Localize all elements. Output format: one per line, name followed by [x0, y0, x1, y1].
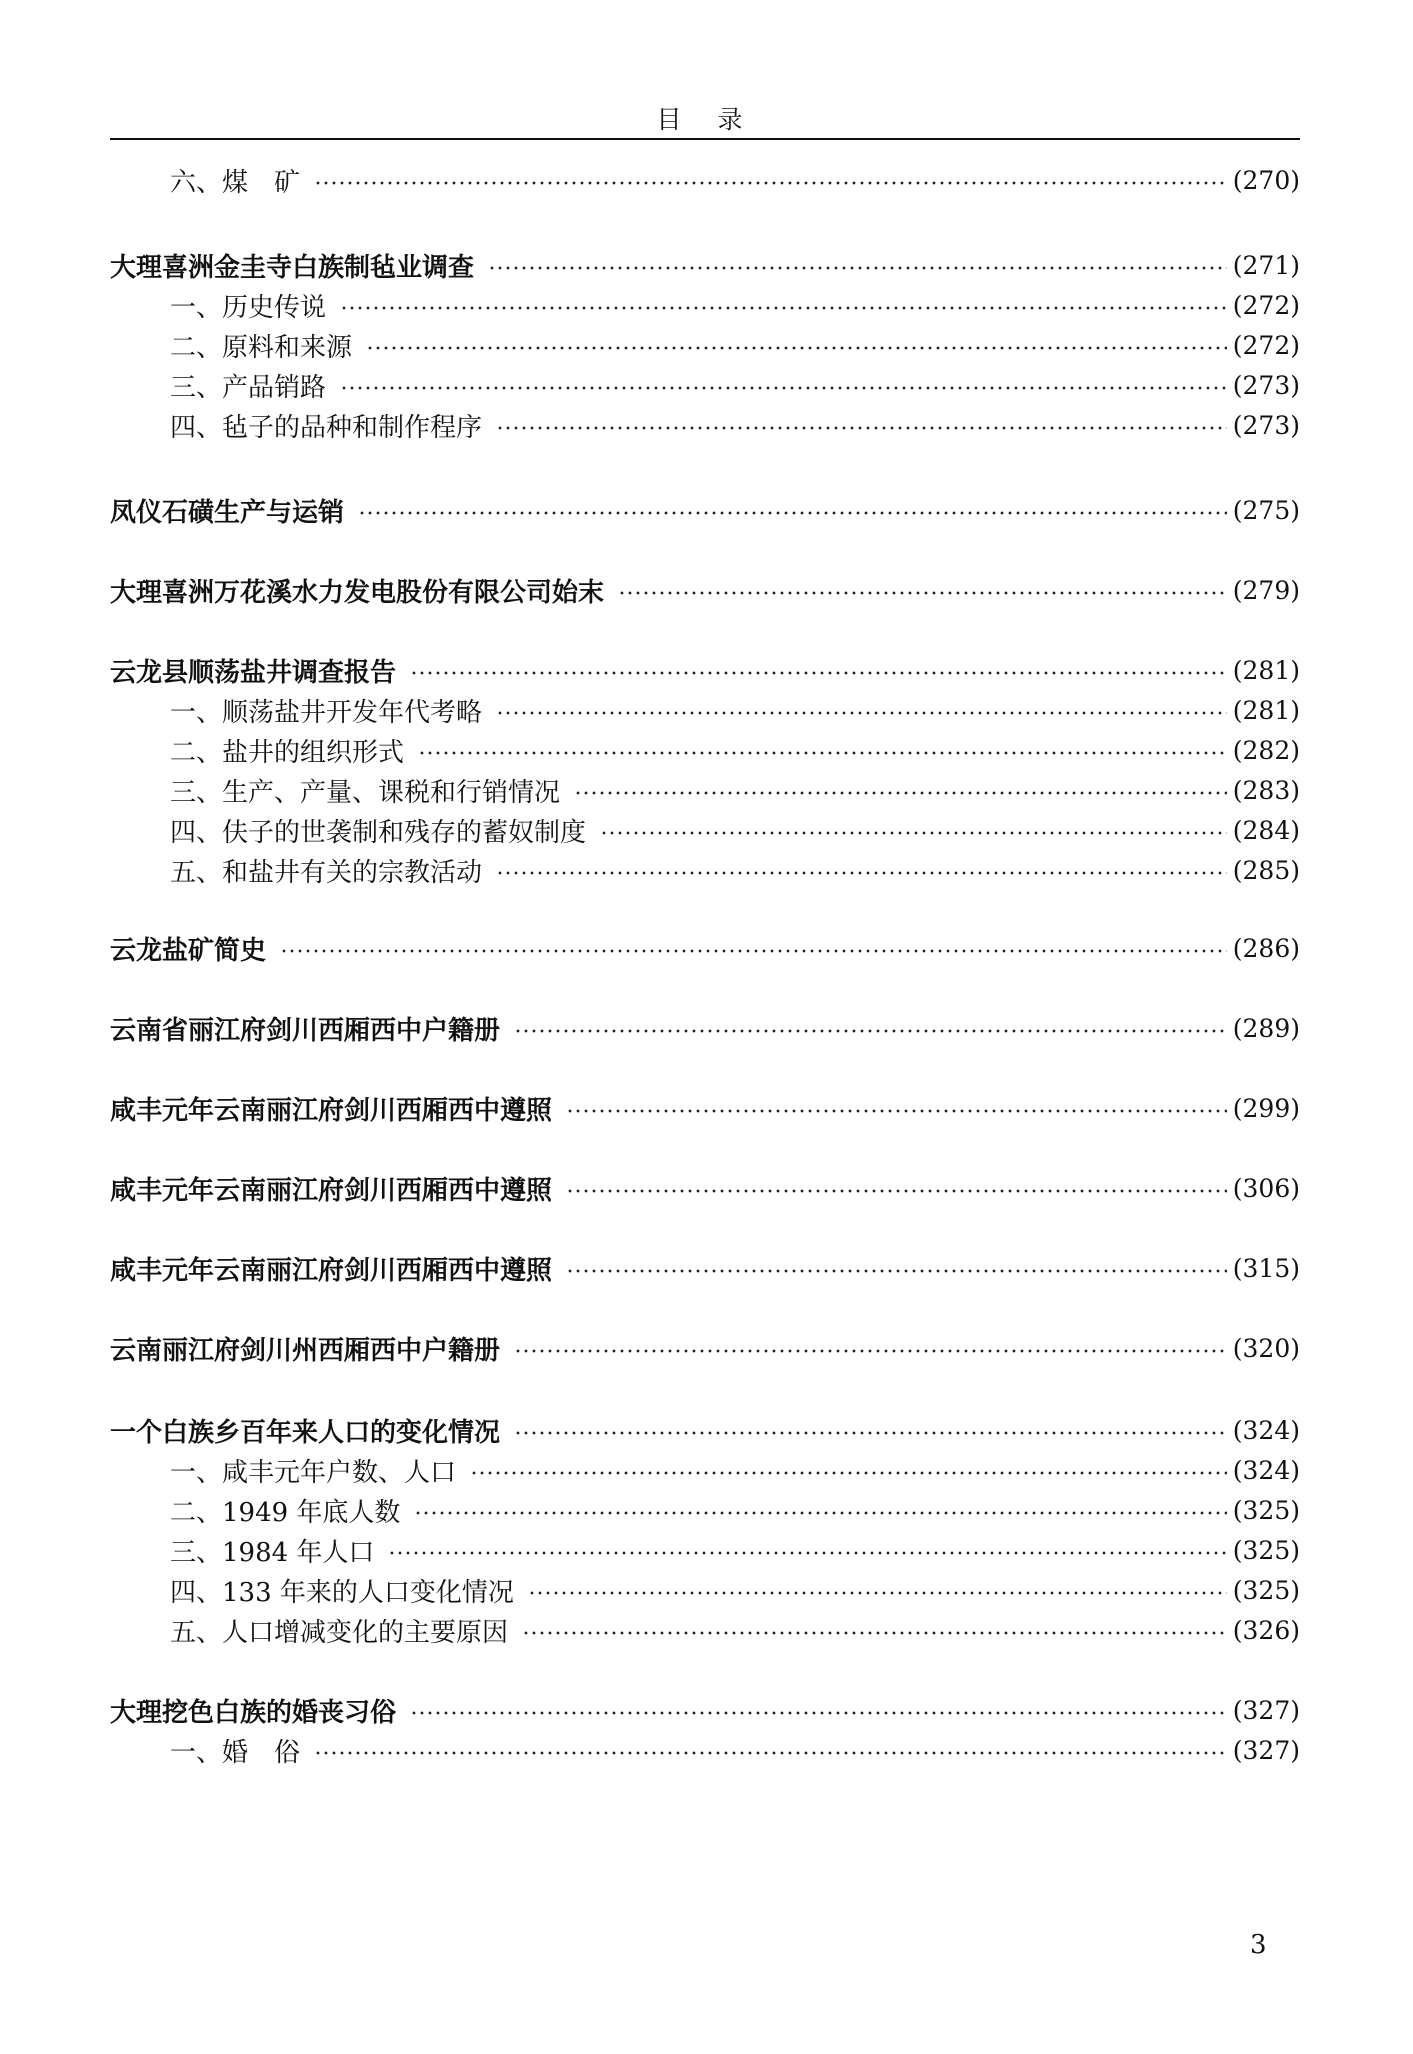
dot-leader — [496, 871, 1227, 875]
toc-section-entry — [170, 1570, 1300, 1610]
entry-title: 云龙盐矿简史 — [110, 935, 267, 966]
entry-title: 一、顺荡盐井开发年代考略 — [170, 697, 483, 728]
entry-page-number: (327) — [1232, 1695, 1300, 1725]
entry-page-number: (325) — [1232, 1575, 1300, 1605]
toc-chapter-entry — [110, 1690, 1300, 1730]
entry-page-number: (286) — [1232, 933, 1300, 963]
dot-leader — [388, 1551, 1226, 1555]
toc-section-entry — [170, 770, 1300, 810]
toc-section-entry — [170, 1730, 1300, 1770]
entry-page-number: (281) — [1232, 655, 1300, 685]
entry-page-number: (273) — [1232, 410, 1300, 440]
toc-section-entry — [170, 160, 1300, 200]
entry-title: 四、133 年来的人口变化情况 — [170, 1577, 514, 1608]
dot-leader — [340, 306, 1227, 310]
toc-section-entry — [170, 1610, 1300, 1650]
entry-title: 一、咸丰元年户数、人口 — [170, 1457, 457, 1488]
dot-leader — [340, 386, 1227, 390]
dot-leader — [366, 346, 1227, 350]
entry-title: 大理挖色白族的婚丧习俗 — [110, 1697, 397, 1728]
entry-title: 六、煤 矿 — [170, 167, 301, 198]
entry-page-number: (325) — [1232, 1535, 1300, 1565]
entry-page-number: (285) — [1232, 855, 1300, 885]
entry-title: 咸丰元年云南丽江府剑川西厢西中遵照 — [110, 1255, 553, 1286]
entry-page-number: (272) — [1232, 330, 1300, 360]
page-header-title: 目 录 — [656, 105, 757, 134]
dot-leader — [566, 1269, 1227, 1273]
entry-title: 云南省丽江府剑川西厢西中户籍册 — [110, 1015, 501, 1046]
toc-chapter-entry — [110, 490, 1300, 530]
dot-leader — [566, 1109, 1227, 1113]
toc-chapter-entry — [110, 245, 1300, 285]
toc-chapter-entry — [110, 1008, 1300, 1048]
entry-title: 二、原料和来源 — [170, 332, 353, 363]
dot-leader — [514, 1349, 1227, 1353]
toc-chapter-entry — [110, 928, 1300, 968]
dot-leader — [414, 1511, 1226, 1515]
entry-title: 一个白族乡百年来人口的变化情况 — [110, 1417, 501, 1448]
toc-chapter-entry — [110, 1410, 1300, 1450]
dot-leader — [528, 1591, 1227, 1595]
dot-leader — [410, 671, 1227, 675]
dot-leader — [314, 181, 1227, 185]
entry-page-number: (324) — [1232, 1455, 1300, 1485]
entry-title: 云南丽江府剑川州西厢西中户籍册 — [110, 1335, 501, 1366]
toc-section-entry — [170, 730, 1300, 770]
entry-page-number: (299) — [1232, 1093, 1300, 1123]
entry-title: 四、毡子的品种和制作程序 — [170, 412, 483, 443]
entry-title: 一、婚 俗 — [170, 1737, 301, 1768]
entry-page-number: (279) — [1232, 575, 1300, 605]
entry-page-number: (324) — [1232, 1415, 1300, 1445]
header-divider — [110, 138, 1300, 140]
entry-title: 咸丰元年云南丽江府剑川西厢西中遵照 — [110, 1095, 553, 1126]
dot-leader — [574, 791, 1227, 795]
dot-leader — [358, 511, 1227, 515]
entry-title: 大理喜洲万花溪水力发电股份有限公司始末 — [110, 577, 605, 608]
toc-section-entry — [170, 365, 1300, 405]
dot-leader — [600, 831, 1227, 835]
toc-section-entry — [170, 285, 1300, 325]
entry-page-number: (284) — [1232, 815, 1300, 845]
entry-title: 二、盐井的组织形式 — [170, 737, 405, 768]
entry-title: 大理喜洲金圭寺白族制毡业调查 — [110, 252, 475, 283]
toc-section-entry — [170, 1530, 1300, 1570]
toc-chapter-entry — [110, 1248, 1300, 1288]
entry-page-number: (326) — [1232, 1615, 1300, 1645]
dot-leader — [314, 1751, 1227, 1755]
entry-title: 云龙县顺荡盐井调查报告 — [110, 657, 397, 688]
dot-leader — [470, 1471, 1227, 1475]
dot-leader — [566, 1189, 1227, 1193]
entry-page-number: (320) — [1232, 1333, 1300, 1363]
entry-page-number: (282) — [1232, 735, 1300, 765]
entry-page-number: (271) — [1232, 250, 1300, 280]
toc-section-entry — [170, 810, 1300, 850]
dot-leader — [488, 266, 1227, 270]
entry-page-number: (289) — [1232, 1013, 1300, 1043]
dot-leader — [280, 949, 1227, 953]
toc-section-entry — [170, 850, 1300, 890]
toc-section-entry — [170, 405, 1300, 445]
page-number: 3 — [1250, 1930, 1267, 1960]
dot-leader — [514, 1029, 1227, 1033]
entry-page-number: (327) — [1232, 1735, 1300, 1765]
entry-title: 二、1949 年底人数 — [170, 1497, 401, 1528]
dot-leader — [514, 1431, 1227, 1435]
entry-title: 五、和盐井有关的宗教活动 — [170, 857, 483, 888]
entry-page-number: (315) — [1232, 1253, 1300, 1283]
toc-chapter-entry — [110, 650, 1300, 690]
entry-page-number: (306) — [1232, 1173, 1300, 1203]
entry-title: 凤仪石磺生产与运销 — [110, 497, 345, 528]
toc-section-entry — [170, 325, 1300, 365]
dot-leader — [418, 751, 1227, 755]
entry-page-number: (275) — [1232, 495, 1300, 525]
entry-title: 三、产品销路 — [170, 372, 327, 403]
dot-leader — [618, 591, 1227, 595]
entry-page-number: (325) — [1232, 1495, 1300, 1525]
toc-chapter-entry — [110, 570, 1300, 610]
entry-title: 三、1984 年人口 — [170, 1537, 375, 1568]
toc-section-entry — [170, 1450, 1300, 1490]
entry-title: 三、生产、产量、课税和行销情况 — [170, 777, 561, 808]
dot-leader — [496, 426, 1227, 430]
toc-section-entry — [170, 1490, 1300, 1530]
dot-leader — [522, 1631, 1227, 1635]
entry-page-number: (270) — [1232, 165, 1300, 195]
entry-title: 四、伕子的世袭制和残存的蓄奴制度 — [170, 817, 587, 848]
entry-title: 咸丰元年云南丽江府剑川西厢西中遵照 — [110, 1175, 553, 1206]
entry-page-number: (283) — [1232, 775, 1300, 805]
dot-leader — [410, 1711, 1227, 1715]
entry-title: 一、历史传说 — [170, 292, 327, 323]
toc-chapter-entry — [110, 1328, 1300, 1368]
entry-page-number: (281) — [1232, 695, 1300, 725]
entry-page-number: (272) — [1232, 290, 1300, 320]
entry-title: 五、人口增减变化的主要原因 — [170, 1617, 509, 1648]
toc-section-entry — [170, 690, 1300, 730]
entry-page-number: (273) — [1232, 370, 1300, 400]
toc-chapter-entry — [110, 1168, 1300, 1208]
toc-chapter-entry — [110, 1088, 1300, 1128]
dot-leader — [496, 711, 1227, 715]
